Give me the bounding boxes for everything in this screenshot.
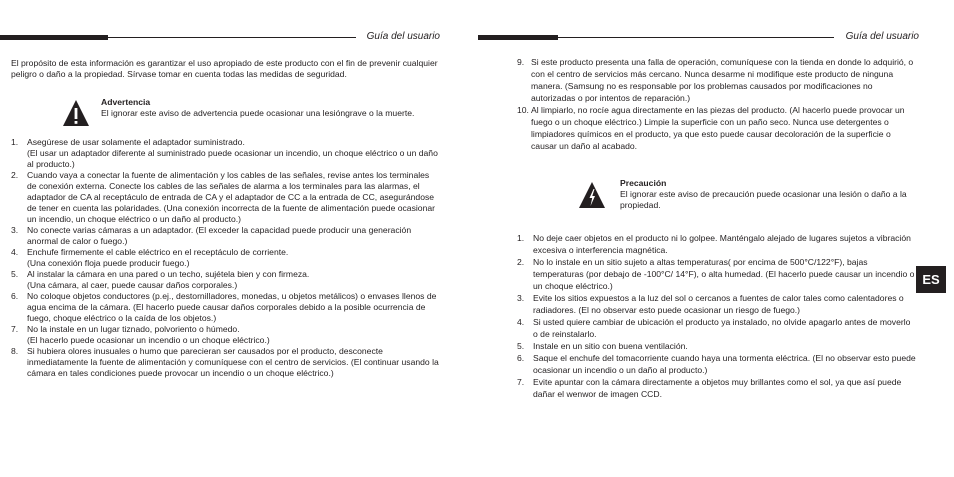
right-page: [477, 0, 954, 477]
list-item-text: No la instale en un lugar tiznado, polvoriento o húmedo.: [27, 324, 240, 334]
list-item-text: Enchufe firmemente el cable eléctrico en el receptáculo de corriente.: [27, 247, 289, 257]
list-item-note: (Una cámara, al caer, puede causar daños corporales.): [27, 280, 238, 290]
list-item-number: 10.: [517, 105, 529, 115]
list-item-number: 4.: [11, 247, 19, 257]
list-item: [11, 346, 439, 379]
list-item: [517, 56, 917, 104]
caution-list: [517, 232, 917, 400]
list-item: [517, 352, 917, 376]
list-item-number: 1.: [11, 137, 19, 147]
list-item-number: 5.: [11, 269, 19, 279]
list-item-number: 4.: [517, 317, 525, 327]
list-item: [517, 376, 917, 400]
left-header: [0, 30, 440, 44]
list-item-text: Saque el enchufe del tomacorriente cuando haya una tormenta eléctrica. (El no observar esto puede ocasionar un incendio o un daño al producto.): [533, 353, 916, 375]
header-rule-thin: [558, 37, 834, 38]
list-item-note: (El usar un adaptador diferente al suministrado puede ocasionar un incendio, un choque eléctrico o un daño al producto.): [27, 148, 438, 169]
list-item: [11, 137, 439, 170]
list-item-number: 5.: [517, 341, 525, 351]
list-item-number: 7.: [11, 324, 19, 334]
lightning-bolt-icon: [578, 181, 606, 209]
list-item: [517, 340, 917, 352]
list-item-text: Si usted quiere cambiar de ubicación el producto ya instalado, no olvide apagarlo antes de moverlo o de reinstalarlo.: [533, 317, 911, 339]
header-rule-thick: [478, 35, 558, 40]
list-item: [517, 256, 917, 292]
list-item-text: Instale en un sitio con buena ventilación.: [533, 341, 688, 351]
header-rule-thin: [108, 37, 356, 38]
list-item: [517, 104, 917, 152]
header-title: Guía del usuario: [366, 31, 440, 42]
list-item: [11, 247, 439, 269]
list-item-text: Si hubiera olores inusuales o humo que parecieran ser causados por el producto, desconecte inmediatamente la fuente de alimentación y comuníquese con el centro de servicios. (El continuar usando la cámara en tales condiciones puede provocar un incendio o un choque eléctrico.): [27, 346, 439, 378]
list-item: [517, 316, 917, 340]
list-item-number: 2.: [517, 257, 525, 267]
list-item-text: Si este producto presenta una falla de operación, comuníquese con la tienda en donde lo adquirió, o con el centro de servicios más cercano. Nunca desarme ni modifique este producto de ninguna manera. (Samsung no es responsable por los problemas causados por modificaciones no autorizadas o por intentos de reparación.): [531, 57, 914, 103]
list-item: [11, 225, 439, 247]
list-item: [11, 269, 439, 291]
header-title: Guía del usuario: [845, 31, 919, 42]
warning-list-continued: [517, 56, 917, 152]
list-item: [11, 170, 439, 225]
warning-notice: [56, 97, 440, 137]
caution-notice: [578, 178, 918, 218]
right-header: [478, 30, 919, 44]
list-item-number: 7.: [517, 377, 525, 387]
warning-list: [11, 137, 439, 379]
exclamation-triangle-icon: [62, 99, 90, 127]
list-item-note: (El hacerlo puede ocasionar un incendio o un choque eléctrico.): [27, 335, 270, 345]
list-item-text: No deje caer objetos en el producto ni lo golpee. Manténgalo alejado de lugares sujetos a vibración excesiva o interferencia magnética.: [533, 233, 911, 255]
header-rule-thick: [0, 35, 108, 40]
list-item-text: Cuando vaya a conectar la fuente de alimentación y los cables de las señales, revise antes los terminales de conexión externa. Conecte los cables de las señales de alarma a los terminales para las alarmas, el adaptador de CA al receptáculo de entrada de CA y el adaptador de CC a la entrada de CC, asegurándose de tener en cuenta las polaridades. (Una conexión incorrecta de la fuente de alimentación puede ocasionar un incendio, un choque eléctrico o un daño al producto.): [27, 170, 435, 224]
list-item-note: (Una conexión floja puede producir fuego.): [27, 258, 190, 268]
list-item-number: 3.: [517, 293, 525, 303]
list-item-text: Asegúrese de usar solamente el adaptador suministrado.: [27, 137, 245, 147]
caution-title: Precaución: [620, 178, 667, 188]
warning-text: El ignorar este aviso de advertencia puede ocasionar una lesióngrave o la muerte.: [101, 108, 415, 118]
list-item-number: 8.: [11, 346, 19, 356]
list-item: [11, 291, 439, 324]
list-item: [517, 292, 917, 316]
caution-text: El ignorar este aviso de precaución puede ocasionar una lesión o daño a la propiedad.: [620, 189, 907, 210]
list-item-text: No coloque objetos conductores (p.ej., destornilladores, monedas, u objetos metálicos) o envases llenos de agua encima de la cámara. (El hacerlo puede causar daños corporales debido a la posible ocurrencia de fuego, choque eléctrico o la caída de los objetos.): [27, 291, 437, 323]
list-item: [11, 324, 439, 346]
list-item-number: 9.: [517, 57, 525, 67]
list-item-text: Evite los sitios expuestos a la luz del sol o cercanos a fuentes de calor tales como calentadores o radiadores. (El no observar esto puede ocasionar un riesgo de fuego.): [533, 293, 904, 315]
list-item-text: No conecte varias cámaras a un adaptador. (El exceder la capacidad puede producir una generación anormal de calor o fuego.): [27, 225, 412, 246]
warning-title: Advertencia: [101, 97, 151, 107]
list-item-text: Al limpiarlo, no rocíe agua directamente en las piezas del producto. (Al hacerlo puede provocar un fuego o un choque eléctrico.) Limpie la superficie con un paño seco. Nunca use detergentes o limpiadores químicos en el producto, ya que esto puede causar decoloración de la superficie o causar un daño al acabado.: [531, 105, 905, 151]
language-tab: ES: [916, 266, 946, 293]
list-item-number: 1.: [517, 233, 525, 243]
list-item-number: 6.: [517, 353, 525, 363]
intro-paragraph: El propósito de esta información es garantizar el uso apropiado de este producto con el fin de prevenir cualquier peligro o daño a la propiedad. Sírvase tomar en cuenta todas las medidas de seguridad.: [11, 58, 438, 79]
list-item-number: 2.: [11, 170, 19, 180]
list-item-number: 6.: [11, 291, 19, 301]
list-item-number: 3.: [11, 225, 19, 235]
list-item: [517, 232, 917, 256]
list-item-text: Evite apuntar con la cámara directamente a objetos muy brillantes como el sol, ya que así puede dañar el wenwor de imagen CCD.: [533, 377, 902, 399]
list-item-text: Al instalar la cámara en una pared o un techo, sujétela bien y con firmeza.: [27, 269, 310, 279]
list-item-text: No lo instale en un sitio sujeto a altas temperaturas( por encima de 500°C/122°F), bajas temperaturas (por debajo de -100°C/ 14°F), o alta humedad. (El hacerlo puede causar un incendio o un choque eléctrico.): [533, 257, 915, 291]
